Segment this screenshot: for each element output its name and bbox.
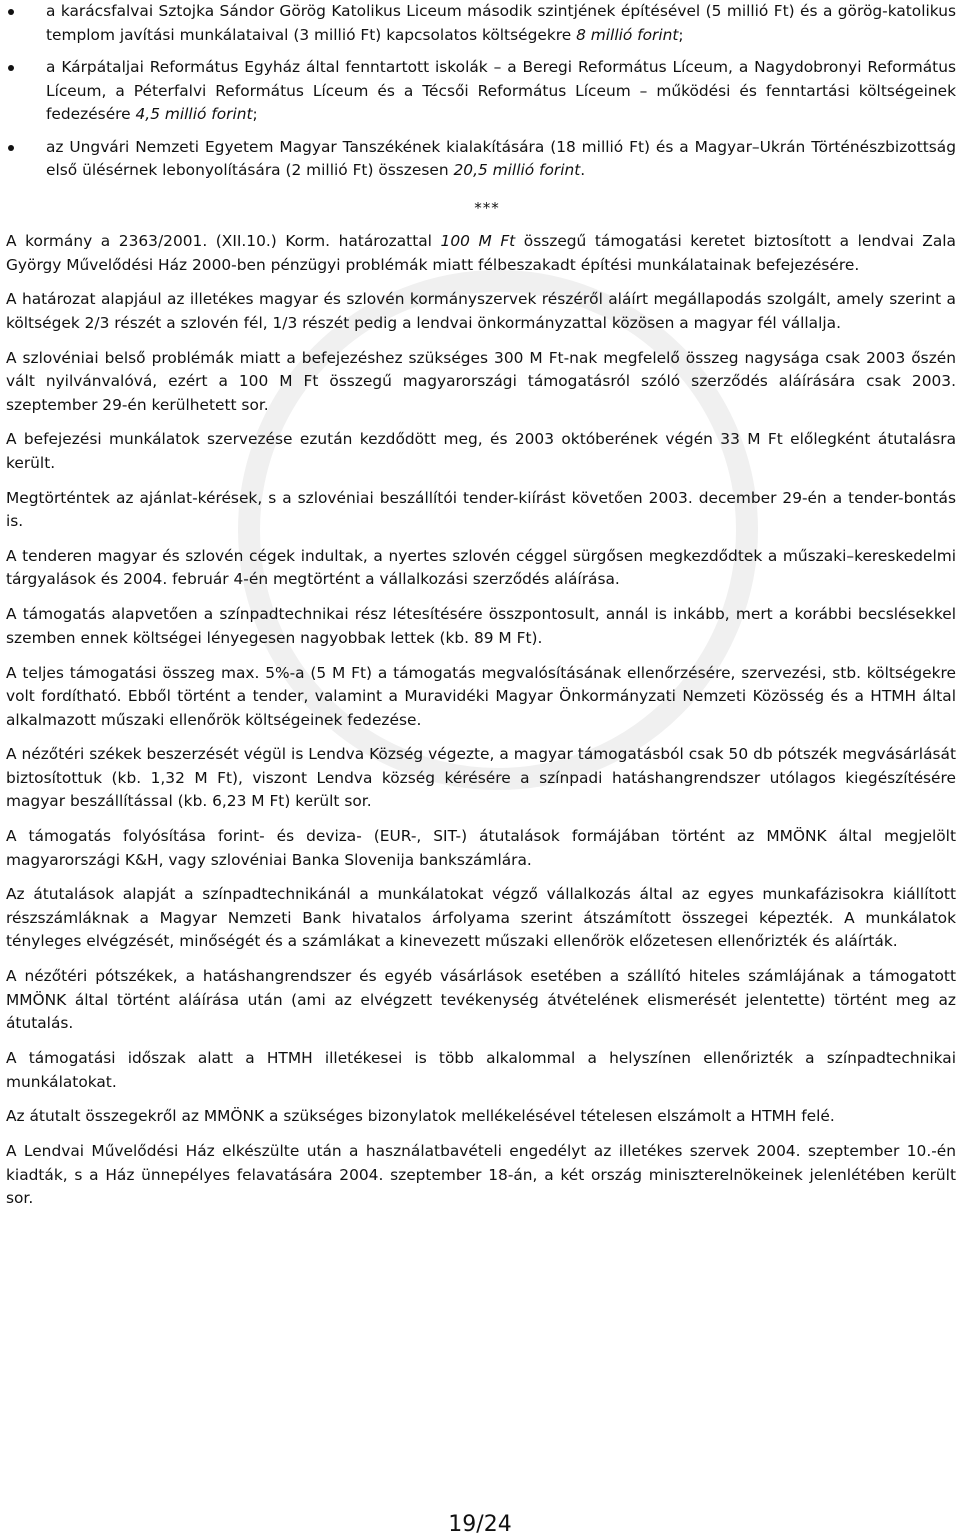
funding-bullet-list bbox=[6, 0, 956, 183]
paragraph: A nézőtéri székek beszerzését végül is Lendva Község végezte, a magyar támogatásból csak 50 db pótszék megvásárlását biztosítottuk (kb. 1,32 M Ft), viszont Lendva község kérésére a színpadi hatáshangrendszer utólagos kiegészítésére magyar beszállítással (kb. 6,23 M Ft) került sor. bbox=[6, 745, 956, 811]
bullet-amount: 20,5 millió forint bbox=[453, 161, 581, 179]
bullet-text: az Ungvári Nemzeti Egyetem Magyar Tanszékének kialakítására (18 millió Ft) és a Magyar–Ukrán Történészbizottság első ülésérnek lebonyolítására (2 millió Ft) összesen bbox=[46, 137, 956, 179]
paragraph: A határozat alapjául az illetékes magyar és szlovén kormányszervek részéről aláírt megállapodás szolgált, amely szerint a költségek 2/3 részét a szlovén fél, 1/3 részét pedig a lendvai önkormányzattal közösen a magyar fél vállalja. bbox=[6, 290, 956, 332]
paragraph: A támogatás alapvetően a színpadtechnikai rész létesítésére összpontosult, annál is inkább, mert a korábbi becslésekkel szemben ennek költségei lényegesen nagyobbak lettek (kb. 89 M Ft). bbox=[6, 605, 956, 647]
paragraph: A teljes támogatási összeg max. 5%-a (5 M Ft) a támogatás megvalósításának ellenőrzésére, szervezési, stb. költségekre volt fordítható. Ebből történt a tender, valamint a Muravidéki Magyar Önkormányzati Nemzeti Közösség és a HTMH által alkalmazott műszaki ellenőrök költségeinek fedezése. bbox=[6, 663, 956, 729]
bullet-amount: 4,5 millió forint bbox=[135, 105, 253, 123]
paragraph-text: A kormány a 2363/2001. (XII.10.) Korm. határozattal bbox=[6, 232, 441, 250]
paragraph: Az átutalások alapját a színpadtechnikánál a munkálatokat végző vállalkozás által az egyes munkafázisokra kiállított részszámláknak a Magyar Nemzeti Bank hivatalos árfolyama szerint átszámított összegei képezték. A munkálatok tényleges elvégzését, minőségét és a számlákat a kinevezett műszaki ellenőrök előzetesen ellenőrizték és aláírták. bbox=[6, 885, 956, 951]
bullet-punct: ; bbox=[678, 25, 684, 44]
paragraph-text: összegű támogatási keretet biztosított a lendvai Zala György Művelődési Ház 2000-ben pénzügyi problémák miatt félbeszakadt építési munkálatainak befejezésére. bbox=[6, 232, 956, 274]
bullet-amount: 8 millió forint bbox=[576, 25, 679, 44]
bullet-item bbox=[6, 56, 956, 127]
paragraph bbox=[6, 230, 956, 277]
bullet-text: a karácsfalvai Sztojka Sándor Görög Katolikus Liceum második szintjének építésével (5 millió Ft) és a görög-katolikus templom javítási munkálataival (3 millió Ft) kapcsolatos költségekre bbox=[46, 2, 956, 44]
bullet-item bbox=[6, 0, 956, 47]
bullet-item bbox=[6, 136, 956, 183]
bullet-text: a Kárpátaljai Református Egyház által fenntartott iskolák – a Beregi Református Líceum, a Nagydobronyi Református Líceum, a Péterfalvi Református Líceum és a Técsői Református Líceum – működési és fenntartási költségeinek fedezésére bbox=[46, 58, 956, 123]
paragraph: Megtörténtek az ajánlat-kérések, s a szlovéniai beszállítói tender-kiírást követően 2003. december 29-én a tender-bontás is. bbox=[6, 488, 956, 531]
document-body bbox=[6, 0, 956, 1222]
paragraph: A támogatás folyósítása forint- és deviza- (EUR-, SIT-) átutalások formájában történt az MMÖNK által megjelölt magyarországi K&H, vagy szlovéniai Banka Slovenija bankszámlára. bbox=[6, 827, 956, 869]
paragraph: A szlovéniai belső problémák miatt a befejezéshez szükséges 300 M Ft-nak megfelelő összeg nagysága csak 2003 őszén vált nyilvánvalóvá, ezért a 100 M Ft összegű magyarországi támogatásról szóló szerződés aláírására csak 2003. szeptember 29-én kerülhetett sor. bbox=[6, 348, 956, 414]
bullet-punct: . bbox=[580, 161, 586, 179]
section-separator: *** bbox=[474, 198, 500, 217]
paragraph: A tenderen magyar és szlovén cégek indultak, a nyertes szlovén céggel sürgősen megkezdődtek a műszaki–kereskedelmi tárgyalások és 2004. február 4-én megtörtént a vállalkozási szerződés aláírása. bbox=[6, 546, 956, 589]
paragraph: Az átutalt összegekről az MMÖNK a szükséges bizonylatok mellékelésével tételesen elszámolt a HTMH felé. bbox=[6, 1107, 835, 1126]
paragraph-amount: 100 M Ft bbox=[440, 232, 516, 250]
bullet-punct: ; bbox=[252, 105, 258, 123]
paragraph: A támogatási időszak alatt a HTMH illetékesei is több alkalommal a helyszínen ellenőrizték a színpadtechnikai munkálatokat. bbox=[6, 1049, 956, 1091]
paragraph: A nézőtéri pótszékek, a hatáshangrendszer és egyéb vásárlások esetében a szállító hiteles számlájának a támogatott MMÖNK által történt aláírása után (ami az elvégzett tevékenység átvételének elismerését jelentette) történt meg az átutalás. bbox=[6, 967, 956, 1033]
page-number: 19/24 bbox=[448, 1512, 512, 1537]
paragraph: A Lendvai Művelődési Ház elkészülte után a használatbavételi engedélyt az illetékes szervek 2004. szeptember 10.-én kiadták, s a Ház ünnepélyes felavatására 2004. szeptember 18-án, a két ország miniszterelnökeinek jelenlétében került sor. bbox=[6, 1142, 956, 1208]
paragraph: A befejezési munkálatok szervezése ezután kezdődött meg, és 2003 októberének végén 33 M Ft előlegként átutalásra került. bbox=[6, 430, 956, 472]
